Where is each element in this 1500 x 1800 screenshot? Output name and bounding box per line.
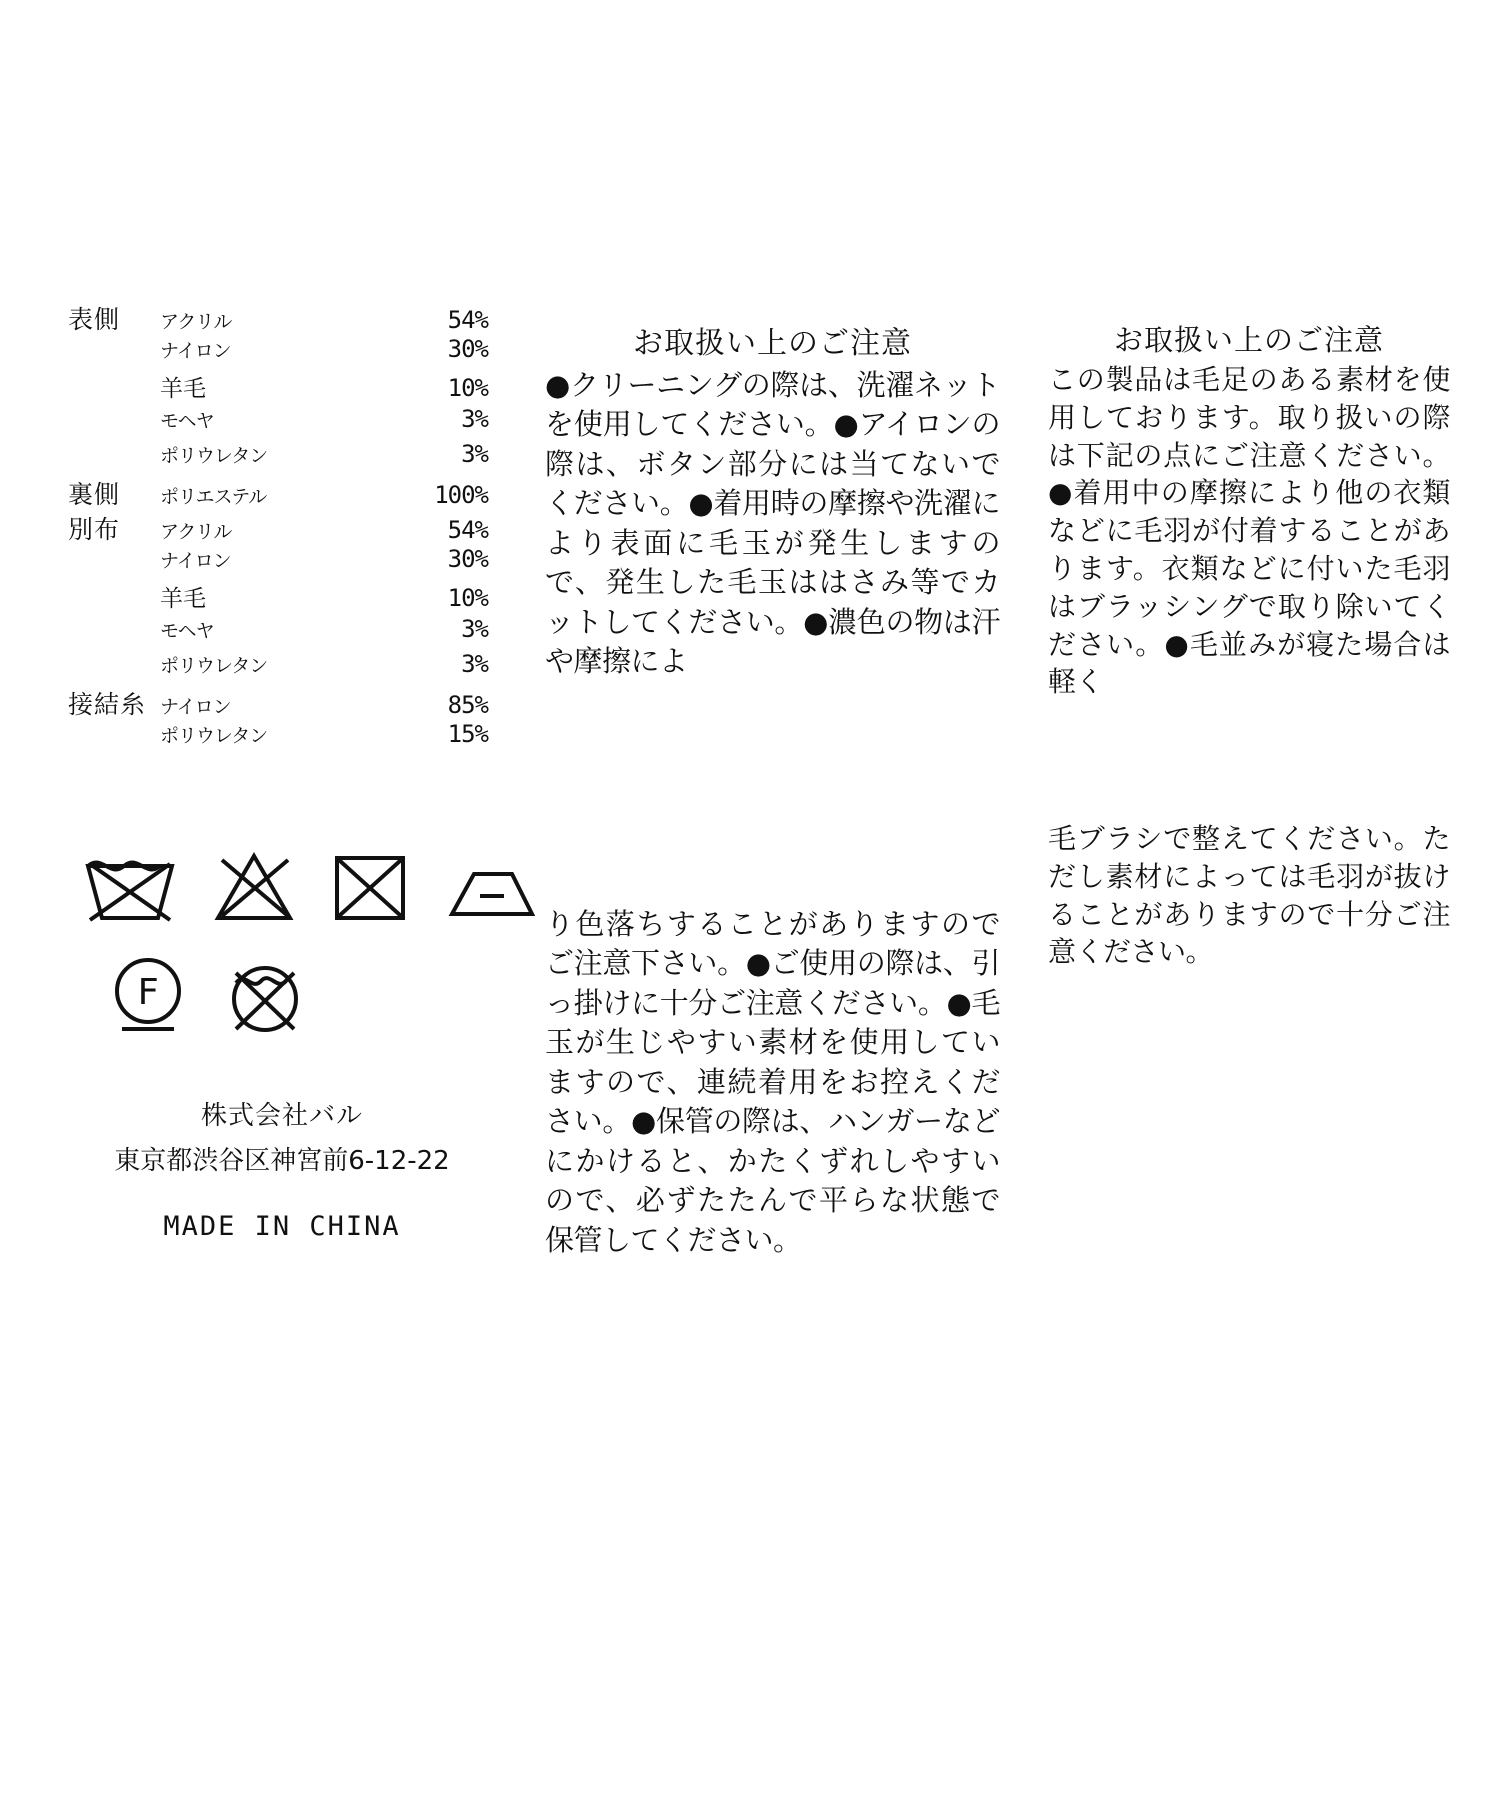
composition-fiber-name: ナイロン <box>160 340 231 362</box>
composition-percentage: 3% <box>461 615 488 643</box>
composition-fiber-name: ポリエステル <box>160 486 267 508</box>
composition-row <box>68 510 488 545</box>
dry-clean-petroleum-F-icon <box>112 955 184 1039</box>
composition-table <box>68 300 488 755</box>
composition-percentage: 30% <box>447 545 488 573</box>
composition-fiber-name: ポリウレタン <box>160 445 268 467</box>
composition-percentage: 54% <box>447 306 488 334</box>
composition-fiber-name: 羊毛 <box>160 586 206 612</box>
composition-percentage: 10% <box>447 584 488 612</box>
cautions-text-upper: ●クリーニングの際は、洗濯ネットを使用してください。●アイロンの際は、ボタン部分には当てないでください。●着用時の摩擦や洗濯により表面に毛玉が発生しますので、発生した毛玉ははさみ等でカットしてください。●濃色の物は汗や摩擦によ <box>545 368 1000 679</box>
composition-fiber-name: モヘヤ <box>160 410 214 432</box>
composition-fiber-name: アクリル <box>160 311 232 333</box>
washing-prohibited-icon <box>84 850 176 926</box>
composition-percentage: 15% <box>447 720 488 748</box>
composition-part-label: 表側 <box>68 305 121 334</box>
cautions-column <box>545 318 1000 682</box>
composition-fiber-name: アクリル <box>160 521 232 543</box>
cautions-title: お取扱い上のご注意 <box>633 326 912 361</box>
composition-fiber-name: 羊毛 <box>160 376 206 402</box>
cautions-right-column <box>1048 318 1450 701</box>
composition-row <box>68 405 488 440</box>
made-in-label: MADE IN CHINA <box>163 1211 401 1242</box>
care-symbols-row-2 <box>112 955 302 1039</box>
composition-percentage: 3% <box>461 650 488 678</box>
composition-row <box>68 685 488 720</box>
composition-row <box>68 580 488 615</box>
composition-percentage: 30% <box>447 335 488 363</box>
composition-fiber-name: ポリウレタン <box>160 725 268 747</box>
cautions-right-title: お取扱い上のご注意 <box>1113 323 1384 357</box>
cautions-column-lower <box>545 905 1000 1260</box>
maker-block <box>62 1095 502 1242</box>
cautions-text-lower: り色落ちすることがありますのでご注意下さい。●ご使用の際は、引っ掛けに十分ご注意ください。●毛玉が生じやすい素材を使用していますので、連続着用をお控えください。●保管の際は、ハンガーなどにかけると、かたくずれしやすいので、必ずたたんで平らな状態で保管してください。 <box>545 907 1000 1257</box>
composition-part-label: 裏側 <box>68 480 121 509</box>
composition-part-label: 接結糸 <box>68 690 147 719</box>
composition-row <box>68 650 488 685</box>
composition-fiber-name: モヘヤ <box>160 620 214 642</box>
wet-clean-prohibited-icon <box>228 959 302 1039</box>
composition-row <box>68 475 488 510</box>
composition-row <box>68 615 488 650</box>
composition-percentage: 85% <box>447 691 488 719</box>
cautions-right-column-lower <box>1048 820 1450 971</box>
maker-address: 東京都渋谷区神宮前6-12-22 <box>114 1146 450 1176</box>
composition-row <box>68 370 488 405</box>
composition-percentage: 100% <box>434 481 488 509</box>
maker-name: 株式会社バル <box>200 1101 363 1131</box>
composition-row <box>68 300 488 335</box>
cautions-right-text-upper: この製品は毛足のある素材を使用しております。取り扱いの際は下記の点にご注意ください。●着用中の摩擦により他の衣類などに毛羽が付着することがあります。衣類などに付いた毛羽はブラッシングで取り除いてください。●毛並みが寝た場合は軽く <box>1048 363 1450 699</box>
composition-percentage: 3% <box>461 405 488 433</box>
composition-row <box>68 545 488 580</box>
composition-row <box>68 440 488 475</box>
composition-row <box>68 335 488 370</box>
composition-percentage: 3% <box>461 440 488 468</box>
composition-fiber-name: ナイロン <box>160 550 231 572</box>
composition-part-label: 別布 <box>68 515 121 544</box>
composition-fiber-name: ナイロン <box>160 696 231 718</box>
composition-percentage: 54% <box>447 516 488 544</box>
cautions-right-text-lower: 毛ブラシで整えてください。ただし素材によっては毛羽が抜けることがありますので十分ご注意ください。 <box>1048 822 1450 969</box>
iron-low-icon <box>446 862 538 926</box>
care-symbols-row-1 <box>84 850 538 926</box>
bleaching-prohibited-icon <box>214 850 294 926</box>
composition-percentage: 10% <box>447 374 488 402</box>
composition-row <box>68 720 488 755</box>
tumble-dry-prohibited-icon <box>332 850 408 926</box>
composition-fiber-name: ポリウレタン <box>160 655 268 677</box>
svg-text:F: F <box>137 972 159 1013</box>
